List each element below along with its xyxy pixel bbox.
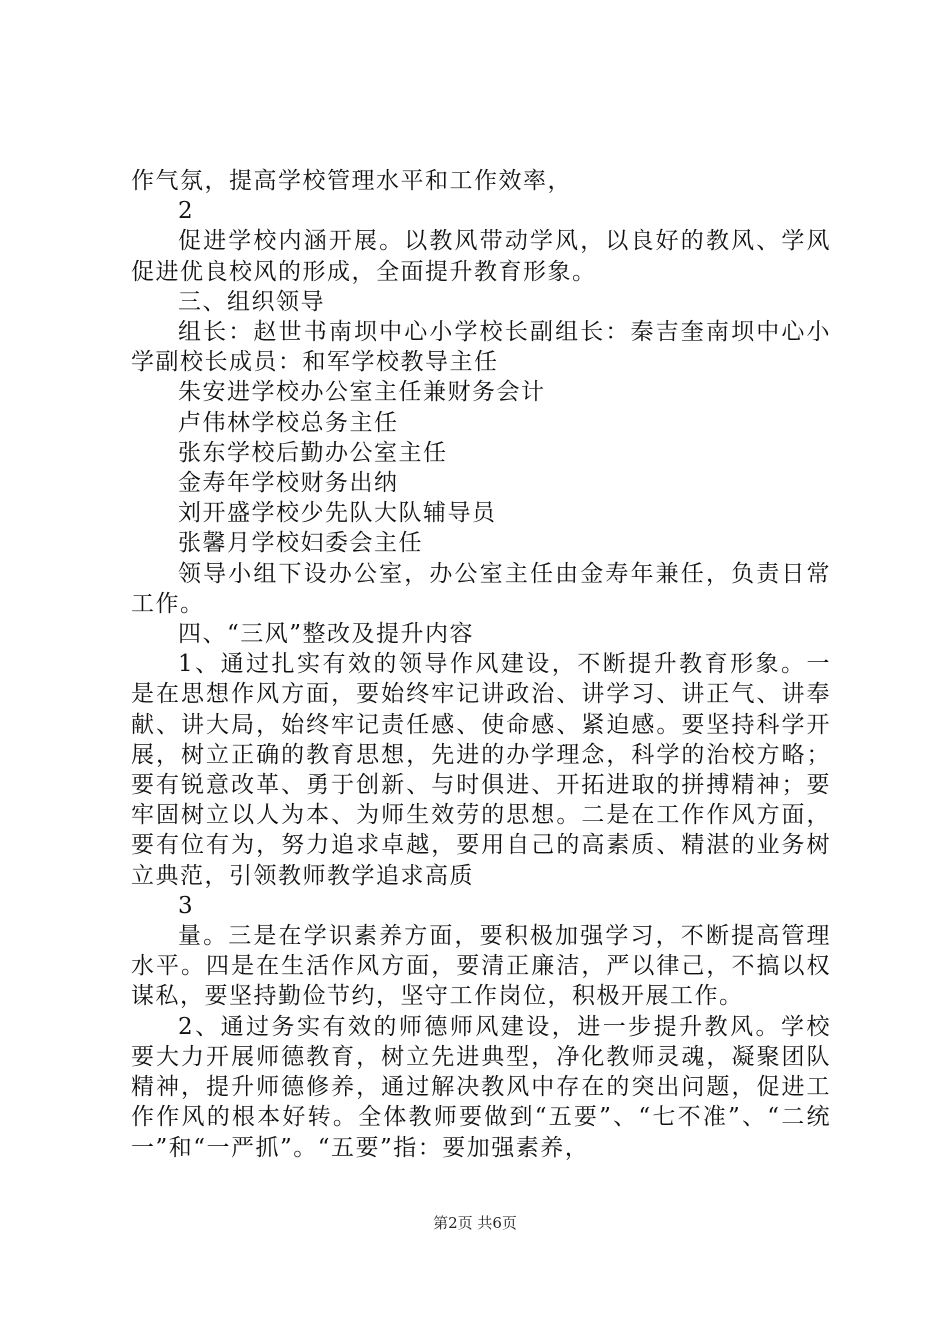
paragraph: 1、通过扎实有效的领导作风建设，不断提升教育形象。一是在思想作风方面，要始终牢记讲政治、讲学习、讲正气、讲奉献、讲大局，始终牢记责任感、使命感、紧迫感。要坚持科学开展，树立正确的教育思想，先进的办学理念，科学的治校方略；要有锐意改革、勇于创新、与时俱进、开拓进取的拼搏精神；要牢固树立以人为本、为师生效劳的思想。二是在工作作风方面，要有位有为，努力追求卓越，要用自己的高素质、精湛的业务树立典范，引领教师教学追求高质 (131, 651, 831, 889)
paragraph: 领导小组下设办公室，办公室主任由金寿年兼任，负责日常工作。 (131, 560, 831, 617)
paragraph: 作气氛，提高学校管理水平和工作效率， (131, 168, 572, 194)
page-footer: 第2页 共6页 (433, 1214, 517, 1232)
member-line: 张东学校后勤办公室主任 (178, 439, 448, 466)
document-body (131, 166, 831, 1163)
page-number-marker: 2 (178, 198, 195, 225)
member-line: 卢伟林学校总务主任 (178, 409, 399, 436)
paragraph: 量。三是在学识素养方面，要积极加强学习，不断提高管理水平。四是在生活作风方面，要清正廉洁，严以律己，不搞以权谋私，要坚持勤俭节约，坚守工作岗位，积极开展工作。 (131, 923, 831, 1010)
member-line: 张馨月学校妇委会主任 (178, 530, 423, 557)
paragraph: 2、通过务实有效的师德师风建设，进一步提升教风。学校要大力开展师德教育，树立先进典型，净化教师灵魂，凝聚团队精神，提升师德修养，通过解决教风中存在的突出问题，促进工作作风的根本好转。全体教师要做到“五要”、“七不准”、“二统一”和“一严抓”。“五要”指：要加强素养， (131, 1013, 831, 1161)
member-line: 金寿年学校财务出纳 (178, 470, 399, 497)
member-line: 朱安进学校办公室主任兼财务会计 (178, 379, 546, 406)
paragraph: 组长：赵世书南坝中心小学校长副组长：秦吉奎南坝中心小学副校长成员：和军学校教导主任 (131, 319, 831, 376)
section-heading: 三、组织领导 (178, 288, 325, 315)
section-heading: 四、“三风”整改及提升内容 (178, 621, 475, 648)
member-line: 刘开盛学校少先队大队辅导员 (178, 500, 497, 527)
paragraph: 促进学校内涵开展。以教风带动学风，以良好的教风、学风促进优良校风的形成，全面提升教育形象。 (131, 228, 831, 285)
page-number-marker: 3 (178, 892, 195, 919)
